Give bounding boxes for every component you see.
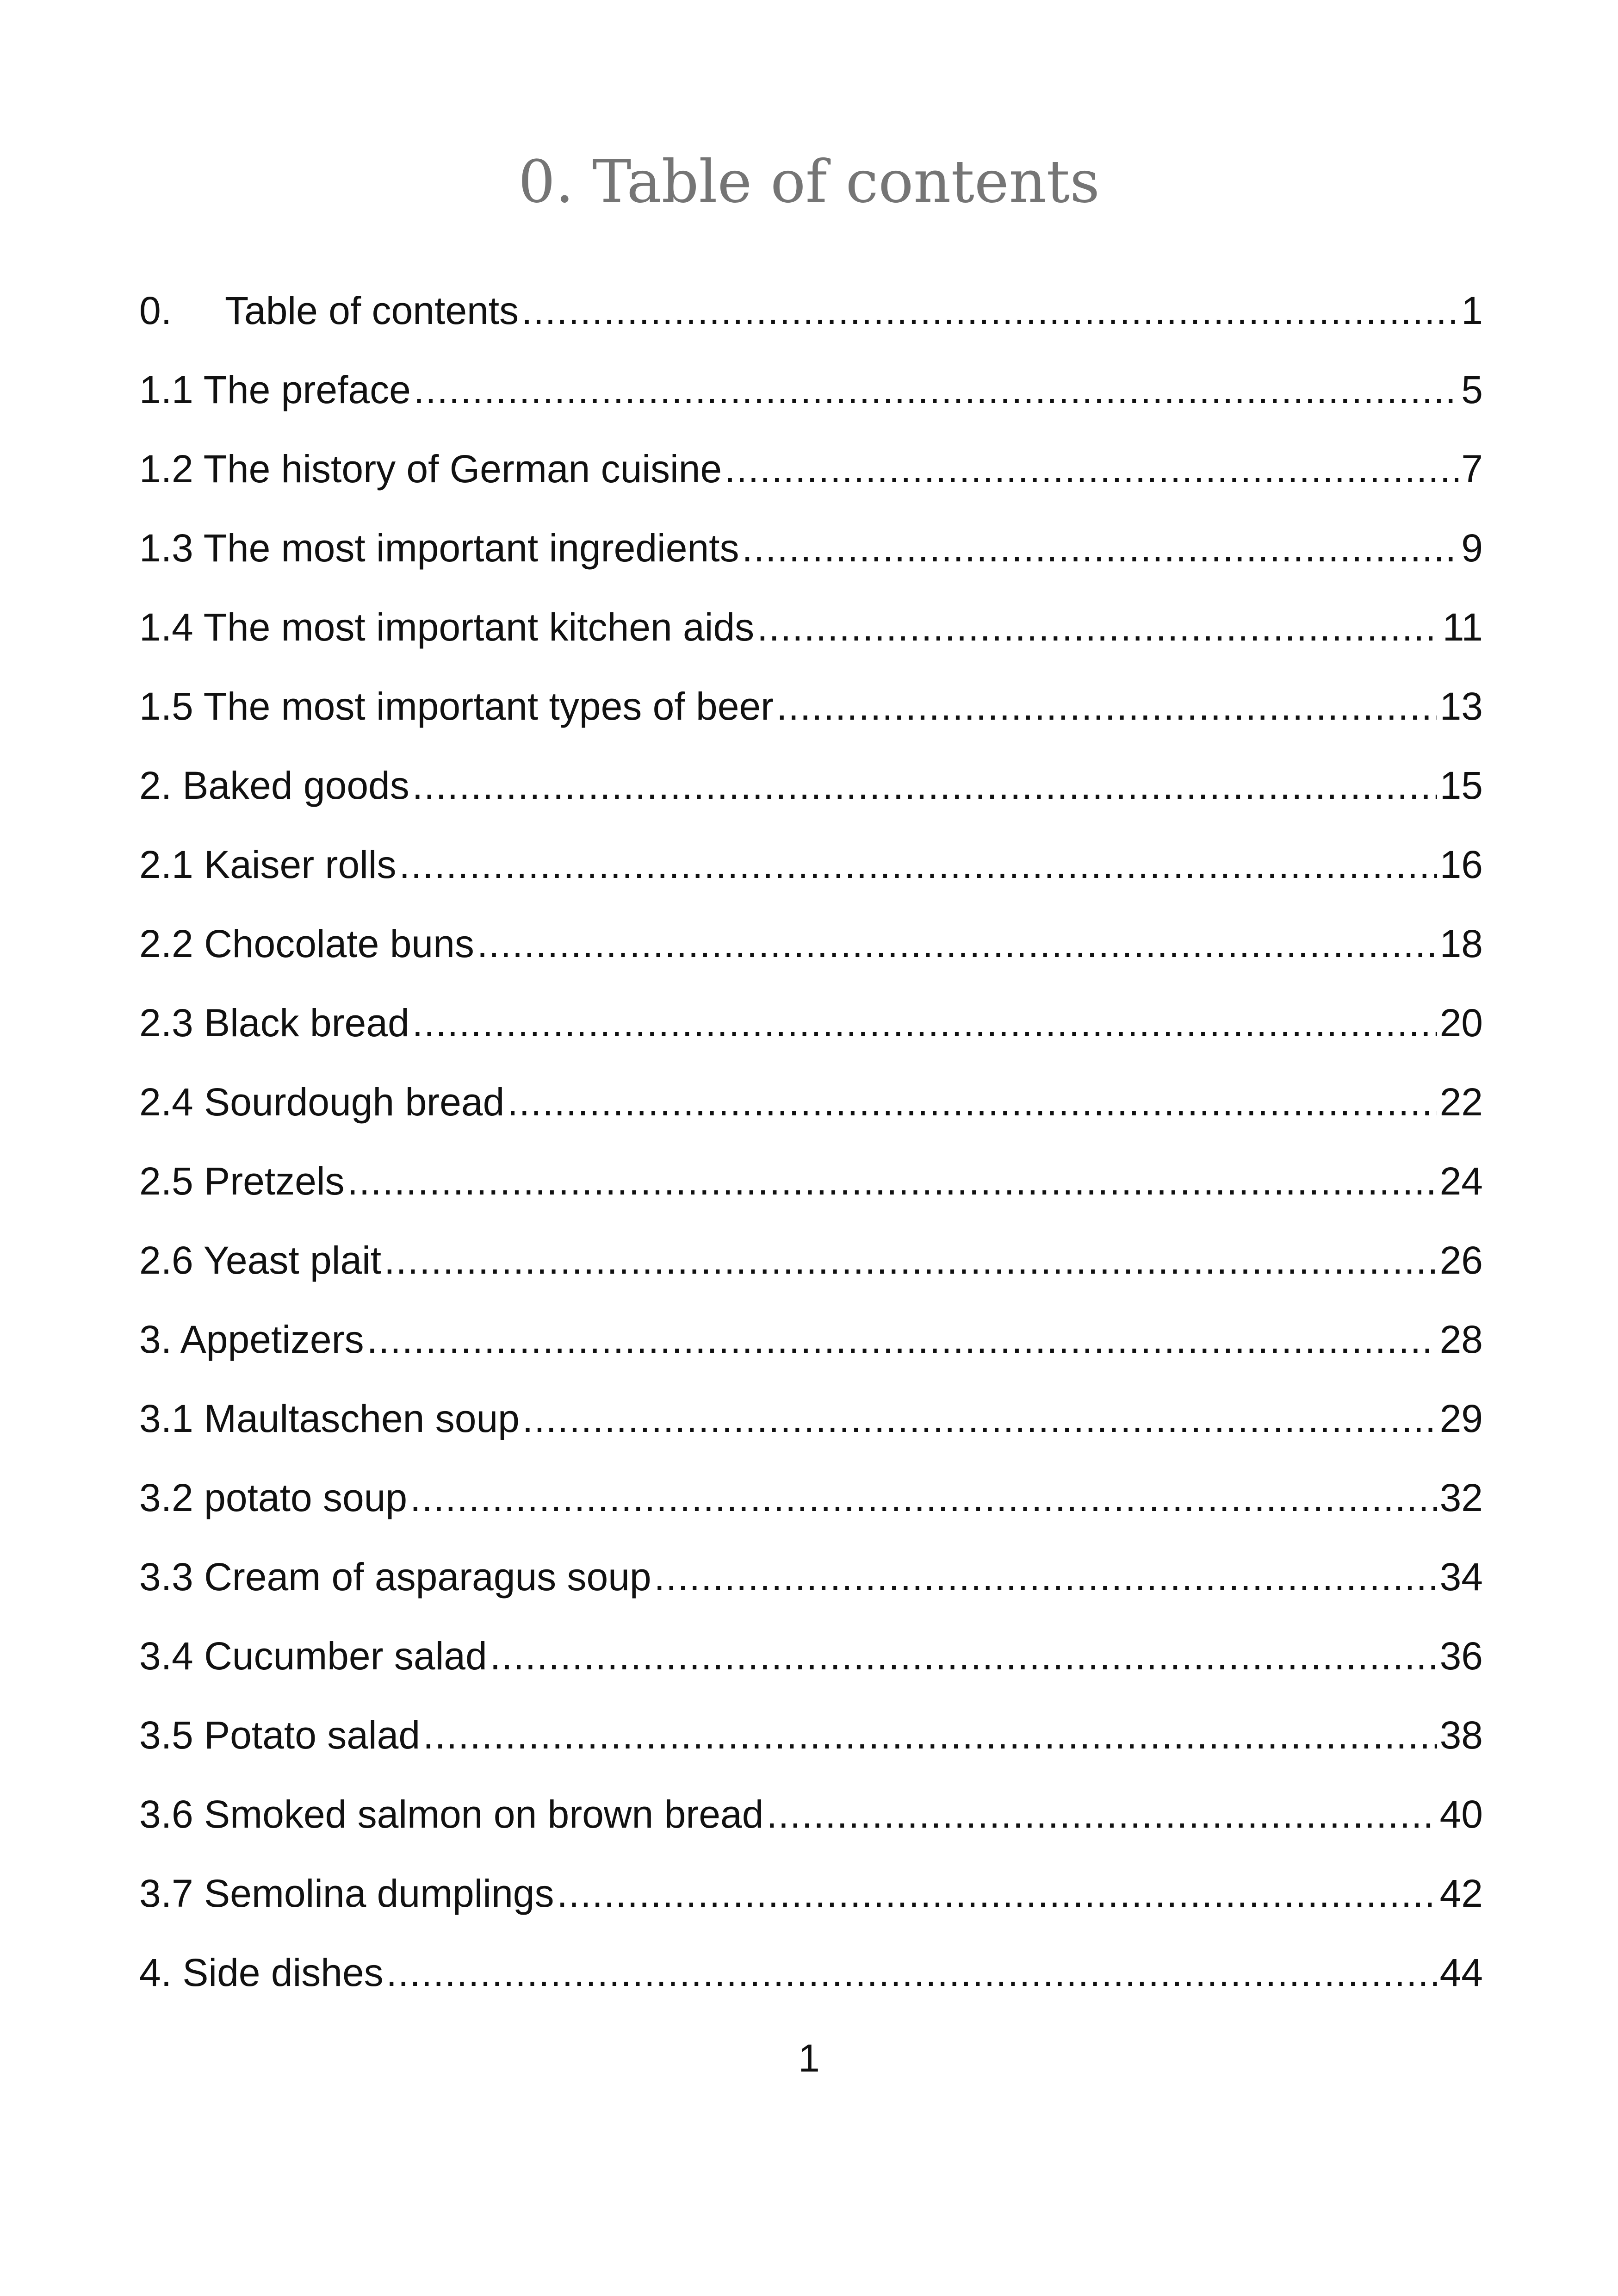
- toc-entry[interactable]: [139, 508, 1483, 587]
- toc-entry-page: 22: [1439, 1080, 1483, 1124]
- toc-entry-title: 3.1 Maultaschen soup: [139, 1396, 520, 1440]
- toc-entry-label: [139, 526, 739, 570]
- toc-entry-label: [139, 1317, 364, 1361]
- toc-entry[interactable]: [139, 1300, 1483, 1379]
- toc-entry-title: 1.2 The history of German cuisine: [139, 447, 722, 491]
- toc-entry[interactable]: [139, 904, 1483, 983]
- toc-entry-label: [139, 921, 474, 965]
- toc-entry-label: [139, 1871, 554, 1915]
- toc-entry-label: [139, 1555, 651, 1599]
- toc-entry-title: 3.7 Semolina dumplings: [139, 1871, 554, 1915]
- toc-entry-title: Table of contents: [225, 288, 519, 332]
- toc-dot-leader: [557, 1874, 1437, 1913]
- toc-entry-page: 20: [1439, 1001, 1483, 1045]
- toc-dot-leader: [654, 1557, 1437, 1596]
- toc-entry-label: [139, 1713, 421, 1757]
- page-number: 1: [798, 2036, 820, 2080]
- toc-entry-title: 2.1 Kaiser rolls: [139, 842, 397, 886]
- toc-dot-leader: [384, 1241, 1437, 1280]
- toc-entry-label: [139, 1950, 384, 1994]
- toc-entry-page: 16: [1439, 842, 1483, 886]
- toc-dot-leader: [521, 291, 1458, 330]
- toc-entry-page: 7: [1461, 447, 1483, 491]
- toc-entry[interactable]: [139, 746, 1483, 825]
- toc-entry-page: 28: [1439, 1317, 1483, 1361]
- toc-dot-leader: [386, 1953, 1437, 1992]
- toc-entry-title: 2.6 Yeast plait: [139, 1238, 382, 1282]
- toc-entry[interactable]: [139, 1933, 1483, 2012]
- toc-dot-leader: [507, 1083, 1437, 1121]
- toc-entry-page: 29: [1439, 1396, 1483, 1440]
- toc-entry-number: 0.: [139, 288, 172, 332]
- toc-entry-page: 42: [1439, 1871, 1483, 1915]
- toc-entry-label: [139, 1396, 520, 1440]
- toc-dot-leader: [347, 1162, 1437, 1201]
- toc-dot-leader: [757, 608, 1440, 647]
- toc-entry-title: 3. Appetizers: [139, 1317, 364, 1361]
- toc-entry-page: 18: [1439, 921, 1483, 965]
- toc-entry[interactable]: [139, 271, 1483, 350]
- toc-entry-title: 2. Baked goods: [139, 763, 409, 807]
- toc-entry[interactable]: [139, 983, 1483, 1062]
- toc-entry-label: [139, 1634, 487, 1678]
- toc-entry-title: 3.5 Potato salad: [139, 1713, 421, 1757]
- toc-entry-title: 4. Side dishes: [139, 1950, 384, 1994]
- toc-entry-title: 3.3 Cream of asparagus soup: [139, 1555, 651, 1599]
- toc-entry[interactable]: [139, 1537, 1483, 1616]
- toc-entry-page: 15: [1439, 763, 1483, 807]
- toc-entry-label: [139, 763, 409, 807]
- toc-entry[interactable]: [139, 1141, 1483, 1220]
- toc-entry[interactable]: [139, 666, 1483, 746]
- toc-entry-page: 24: [1439, 1159, 1483, 1203]
- toc-entry-title: 2.3 Black bread: [139, 1001, 409, 1045]
- toc-entry-title: 3.2 potato soup: [139, 1475, 408, 1519]
- toc-entry-title: 2.5 Pretzels: [139, 1159, 345, 1203]
- toc-entry[interactable]: [139, 587, 1483, 666]
- toc-entry-page: 26: [1439, 1238, 1483, 1282]
- toc-dot-leader: [522, 1399, 1437, 1438]
- toc-entry[interactable]: [139, 1695, 1483, 1774]
- toc-entry-title: 2.2 Chocolate buns: [139, 921, 474, 965]
- toc-entry-label: [139, 447, 722, 491]
- toc-dot-leader: [477, 924, 1437, 963]
- toc-entry-page: 40: [1439, 1792, 1483, 1836]
- toc-entry-page: 9: [1461, 526, 1483, 570]
- toc-entry[interactable]: [139, 1854, 1483, 1933]
- toc-entry-page: 5: [1461, 367, 1483, 411]
- toc-entry[interactable]: [139, 1458, 1483, 1537]
- toc-entry-title: 2.4 Sourdough bread: [139, 1080, 505, 1124]
- toc-entry-label: [139, 1159, 345, 1203]
- toc-dot-leader: [725, 449, 1458, 488]
- page-title-number: 0.: [518, 148, 574, 216]
- toc-entry-page: 34: [1439, 1555, 1483, 1599]
- toc-entry-label: [139, 1080, 505, 1124]
- table-of-contents: [139, 271, 1483, 2012]
- toc-entry-page: 11: [1442, 605, 1483, 649]
- toc-dot-leader: [399, 845, 1437, 884]
- toc-entry-page: 38: [1439, 1713, 1483, 1757]
- toc-entry-label: [139, 1792, 764, 1836]
- toc-entry-title: 3.4 Cucumber salad: [139, 1634, 487, 1678]
- page-title-text: Table of contents: [592, 148, 1100, 216]
- toc-dot-leader: [412, 1003, 1437, 1042]
- toc-entry-title: 3.6 Smoked salmon on brown bread: [139, 1792, 764, 1836]
- toc-dot-leader: [776, 687, 1437, 726]
- toc-dot-leader: [490, 1636, 1437, 1675]
- toc-entry-label: [139, 605, 755, 649]
- toc-dot-leader: [423, 1716, 1437, 1755]
- toc-entry[interactable]: [139, 429, 1483, 508]
- toc-dot-leader: [766, 1795, 1437, 1834]
- toc-entry[interactable]: [139, 1774, 1483, 1854]
- toc-entry-page: 13: [1439, 684, 1483, 728]
- toc-dot-leader: [412, 766, 1437, 805]
- toc-entry-page: 1: [1461, 288, 1483, 332]
- toc-entry[interactable]: [139, 1616, 1483, 1695]
- toc-entry[interactable]: [139, 1062, 1483, 1141]
- toc-entry-page: 36: [1439, 1634, 1483, 1678]
- toc-dot-leader: [410, 1478, 1437, 1517]
- toc-entry-label: [139, 1238, 382, 1282]
- toc-entry[interactable]: [139, 1379, 1483, 1458]
- toc-entry-label: [139, 1001, 409, 1045]
- toc-entry-title: 1.1 The preface: [139, 367, 411, 411]
- toc-entry[interactable]: [139, 1220, 1483, 1300]
- toc-entry-page: 32: [1439, 1475, 1483, 1519]
- toc-entry-label: [139, 288, 519, 332]
- toc-entry[interactable]: [139, 825, 1483, 904]
- toc-entry-title: 1.4 The most important kitchen aids: [139, 605, 755, 649]
- toc-entry-label: [139, 684, 774, 728]
- toc-entry-label: [139, 367, 411, 411]
- toc-dot-leader: [367, 1320, 1437, 1359]
- toc-dot-leader: [414, 370, 1458, 409]
- toc-entry-title: 1.3 The most important ingredients: [139, 526, 739, 570]
- toc-entry-page: 44: [1439, 1950, 1483, 1994]
- toc-entry-label: [139, 1475, 408, 1519]
- toc-dot-leader: [742, 529, 1458, 567]
- toc-entry-title: 1.5 The most important types of beer: [139, 684, 774, 728]
- toc-entry[interactable]: [139, 350, 1483, 429]
- toc-entry-label: [139, 842, 397, 886]
- page-title: [0, 148, 1618, 216]
